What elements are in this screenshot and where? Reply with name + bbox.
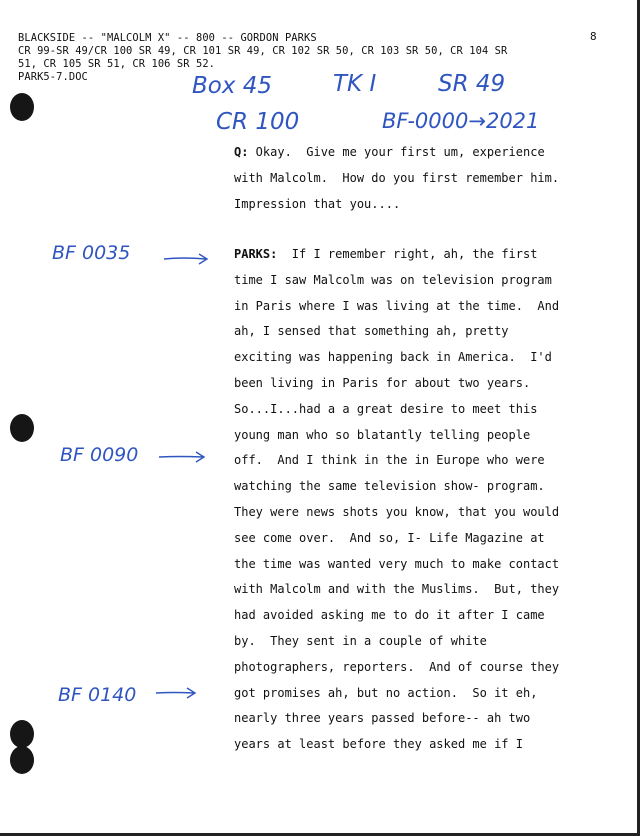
answer-line: time I saw Malcolm was on television program: [234, 272, 552, 287]
answer-line: If I remember right, ah, the first: [277, 247, 538, 261]
answer-line: They were news shots you know, that you would: [234, 504, 560, 519]
handwritten-cr-number: CR 100: [216, 109, 300, 135]
handwritten-bf-0140: BF 0140: [58, 684, 137, 706]
question-line: with Malcolm. How do you first remember him.: [234, 170, 560, 185]
answer-line: watching the same television show- program.: [234, 479, 545, 494]
answer-line: nearly three years passed before-- ah two: [234, 711, 531, 726]
answer-line: young man who so blatantly telling people: [234, 427, 531, 442]
arrow-right-icon: [158, 450, 206, 464]
question-line: Okay. Give me your first um, experience: [248, 145, 545, 159]
handwritten-bf-range: BF-0000→2021: [382, 109, 540, 133]
question-block: [234, 140, 614, 217]
answer-line: see come over. And so, I- Life Magazine at: [234, 530, 545, 545]
handwritten-box-number: Box 45: [192, 73, 273, 99]
answer-line: years at least before they asked me if I: [234, 737, 523, 752]
answer-line: So...I...had a a great desire to meet this: [234, 401, 538, 416]
arrow-right-icon: [163, 252, 209, 266]
answer-line: by. They sent in a couple of white: [234, 633, 487, 648]
answer-speaker: PARKS:: [234, 247, 278, 261]
answer-line: with Malcolm and with the Muslims. But, they: [234, 582, 560, 597]
answer-line: had avoided asking me to do it after I came: [234, 608, 545, 623]
answer-line: got promises ah, but no action. So it eh,: [234, 685, 538, 700]
answer-line: the time was wanted very much to make contact: [234, 556, 560, 571]
binder-hole: [10, 746, 34, 774]
answer-line: off. And I think in the in Europe who were: [234, 453, 545, 468]
binder-hole: [10, 720, 34, 748]
header-reel-line: CR 99-SR 49/CR 100 SR 49, CR 101 SR 49, CR 102 SR 50, CR 103 SR 50, CR 104 SR: [18, 45, 508, 57]
handwritten-tk-number: TK I: [333, 71, 377, 97]
handwritten-sr-number: SR 49: [438, 71, 506, 97]
answer-line: been living in Paris for about two years.: [234, 375, 531, 390]
binder-hole: [10, 414, 34, 442]
header-filename: PARK5-7.DOC: [18, 71, 88, 83]
header-reel-line-continued: 51, CR 105 SR 51, CR 106 SR 52.: [18, 58, 216, 70]
handwritten-bf-0035: BF 0035: [52, 242, 131, 264]
answer-line: in Paris where I was living at the time. And: [234, 298, 560, 313]
answer-block: [234, 242, 614, 758]
question-line: Impression that you....: [234, 196, 401, 211]
answer-line: photographers, reporters. And of course they: [234, 659, 560, 674]
page-number: 8: [590, 30, 597, 43]
handwritten-bf-0090: BF 0090: [60, 444, 139, 466]
answer-line: ah, I sensed that something ah, pretty: [234, 324, 509, 339]
header-title-line: BLACKSIDE -- "MALCOLM X" -- 800 -- GORDON PARKS: [18, 32, 317, 44]
question-speaker: Q:: [234, 145, 249, 159]
answer-line: exciting was happening back in America. I'd: [234, 350, 552, 365]
binder-hole: [10, 93, 34, 121]
arrow-right-icon: [155, 686, 197, 700]
